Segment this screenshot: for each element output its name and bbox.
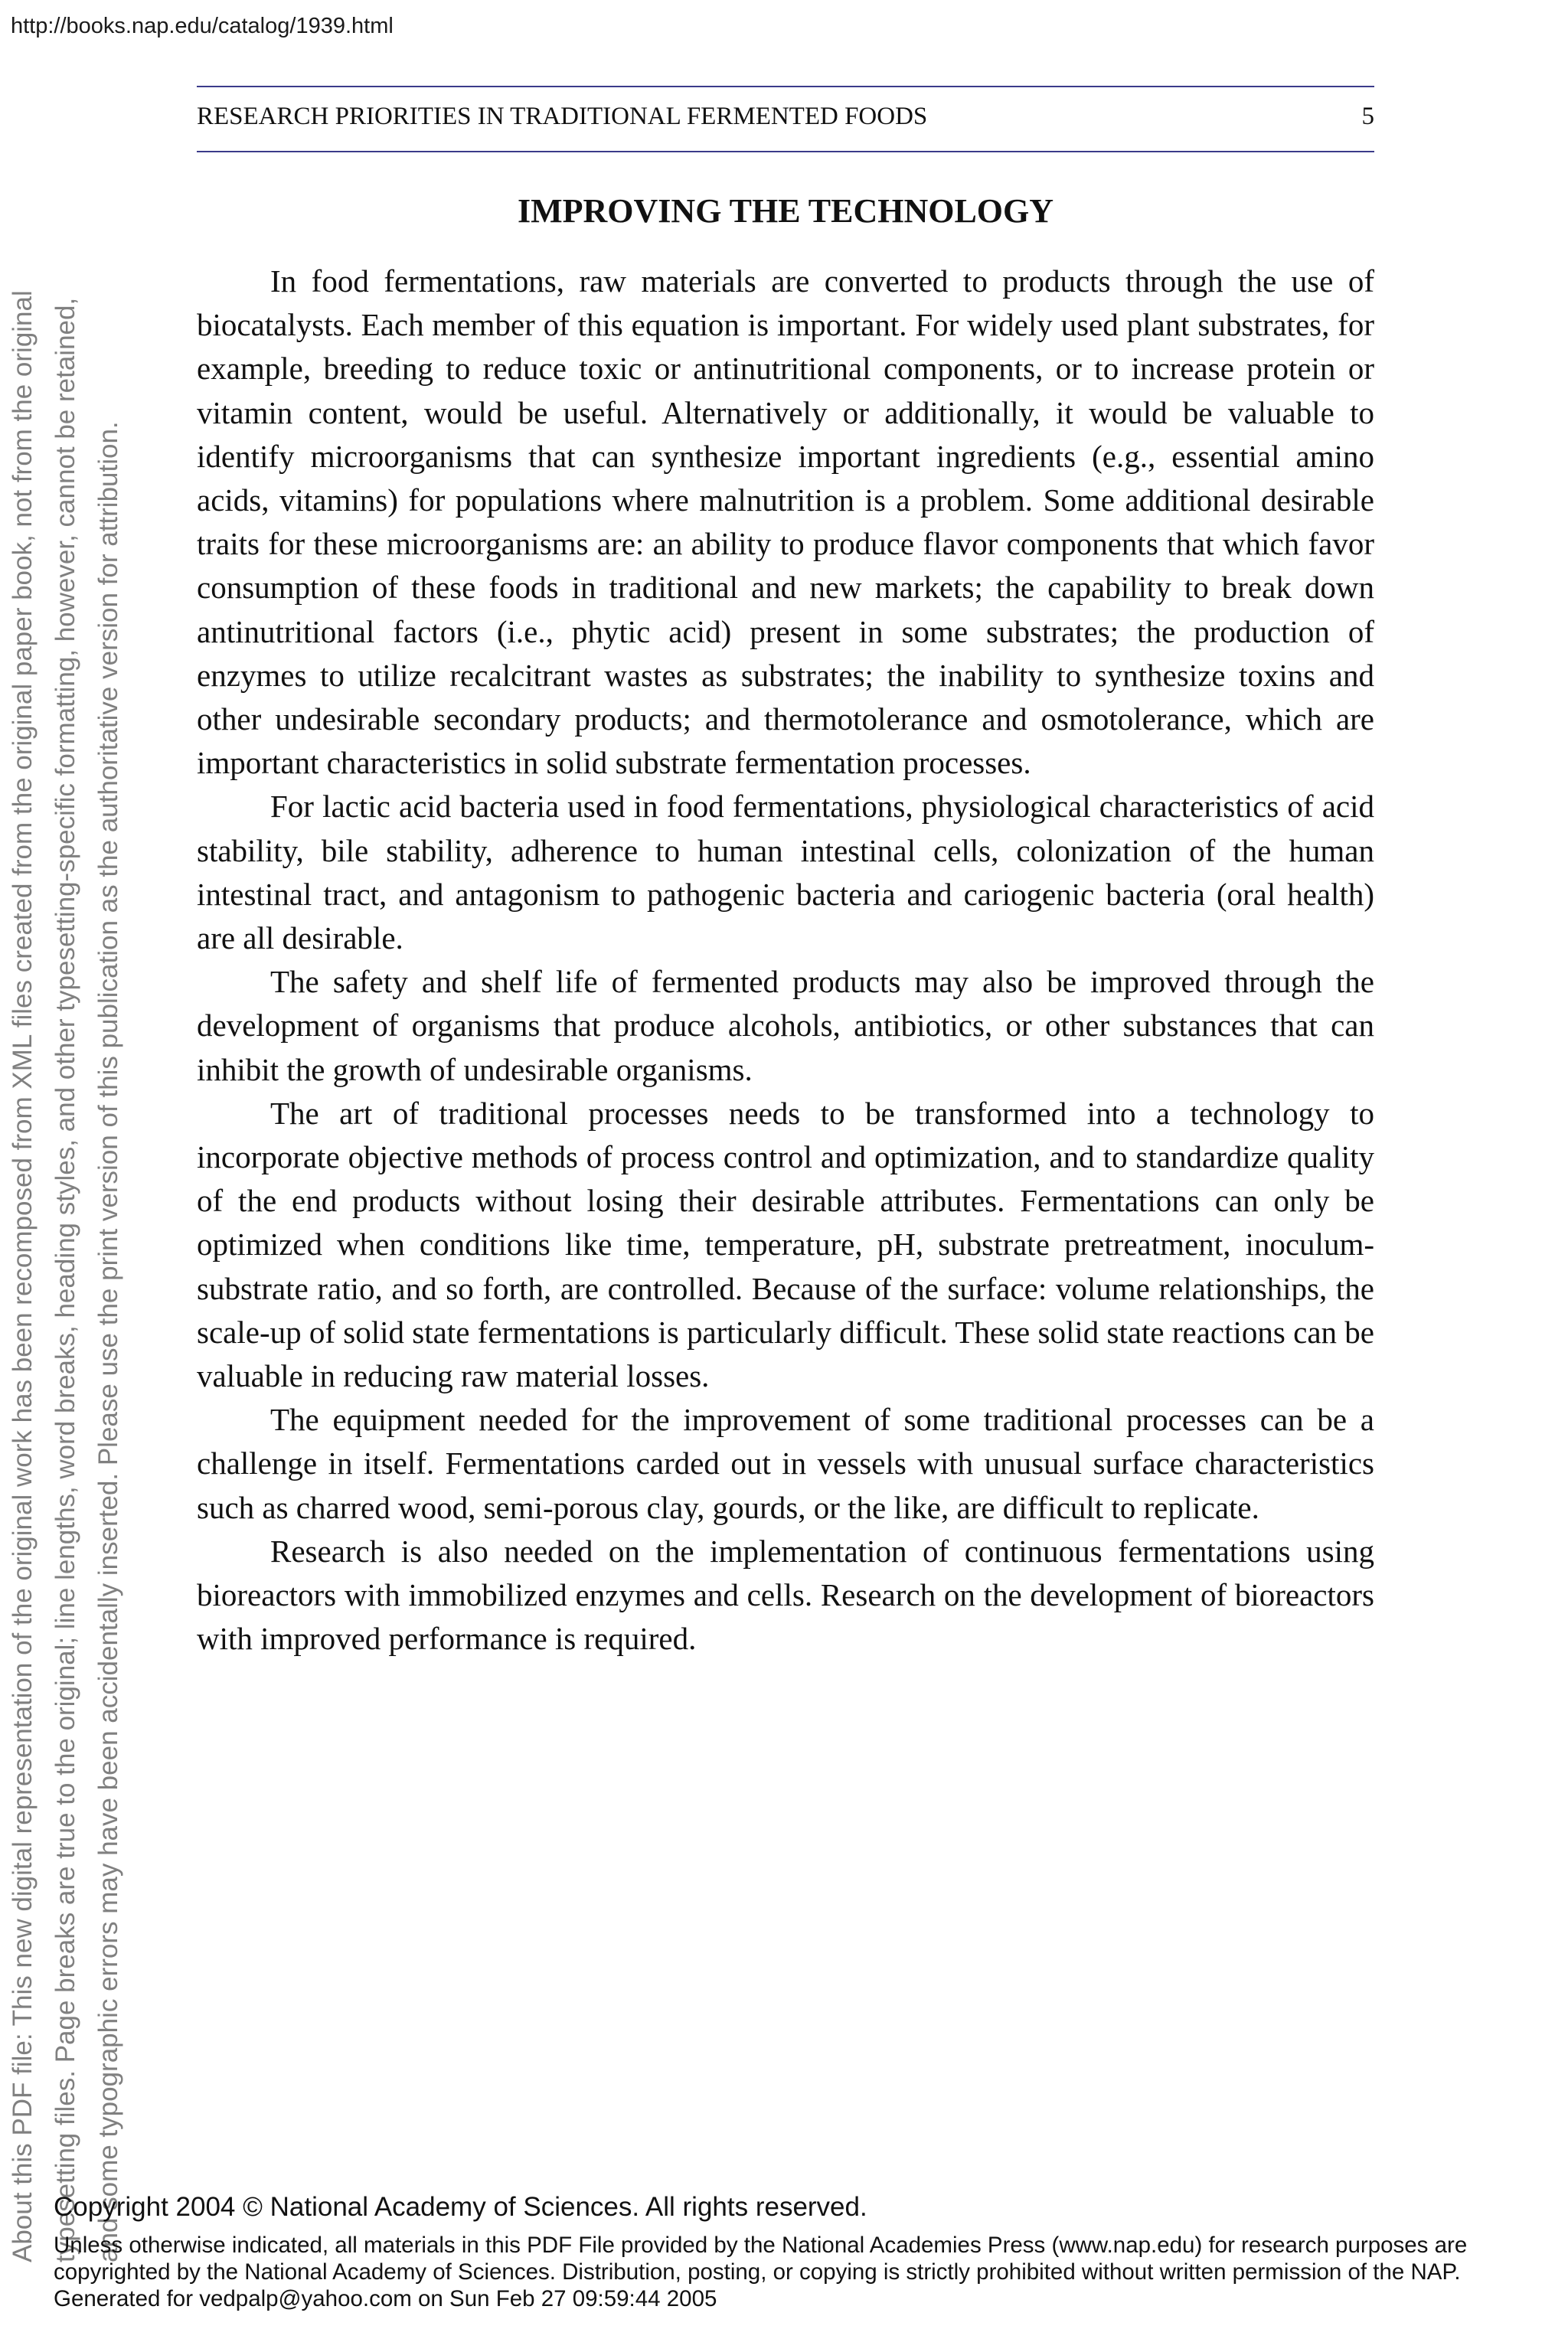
header-rule-bottom	[197, 151, 1374, 152]
running-head	[197, 103, 1374, 131]
paragraph: The safety and shelf life of fermented products may also be improved through the development of organisms that produce alcohols, antibiotics, or other substances that can inhibit the growth of undesirable organisms.	[197, 964, 1374, 1087]
paragraph: The equipment needed for the improvement of some traditional processes can be a challenge in itself. Fermentations carded out in vessels with unusual surface characteristics such as charred wood, semi-porous clay, gourds, or the like, are difficult to replicate.	[197, 1402, 1374, 1525]
header-rule-top	[197, 86, 1374, 87]
page-number: 5	[1361, 103, 1374, 130]
section-title: IMPROVING THE TECHNOLOGY	[517, 192, 1054, 230]
generated-for: Generated for vedpalp@yahoo.com on Sun Feb 27 09:59:44 2005	[54, 2286, 717, 2311]
disclaimer-line: About this PDF file: This new digital representation of the original work has been recomposed from XML files created from the original paper book, not from the original	[8, 290, 38, 2262]
page-footer	[54, 2188, 1554, 2312]
paragraph: In food fermentations, raw materials are converted to products through the use of biocatalysts. Each member of this equation is important. For widely used plant substrates, for example, breeding to reduce toxic or antinutritional components, or to increase protein or vitamin content, would be useful. Alternatively or additionally, it would be valuable to identify microorganisms that can synthesize important ingredients (e.g., essential amino acids, vitamins) for populations where malnutrition is a problem. Some additional desirable traits for these microorganisms are: an ability to produce flavor components that which favor consumption of these foods in traditional and new markets; the capability to break down antinutritional factors (i.e., phytic acid) present in some substrates; the production of enzymes to utilize recalcitrant wastes as substrates; the inability to synthesize toxins and other undesirable secondary products; and thermotolerance and osmotolerance, which are important characteristics in solid substrate fermentation processes.	[197, 263, 1374, 781]
copyright-notice: Copyright 2004 © National Academy of Sciences. All rights reserved.	[54, 2192, 867, 2222]
paragraph: The art of traditional processes needs to be transformed into a technology to incorporate objective methods of process control and optimization, and to standardize quality of the end products without losing their desirable attributes. Fermentations can only be optimized when conditions like time, temperature, pH, substrate pretreatment, inoculum-substrate ratio, and so forth, are controlled. Because of the surface: volume relationships, the scale-up of solid state fermentations is particularly difficult. These solid state reactions can be valuable in reducing raw material losses.	[197, 1095, 1374, 1394]
disclaimer-line: typesetting files. Page breaks are true to the original; line lengths, word breaks, heading styles, and other typesetting-specific formatting, however, cannot be retained,	[51, 297, 80, 2262]
pdf-disclaimer-vertical	[2, 42, 155, 2262]
paragraph: For lactic acid bacteria used in food fermentations, physiological characteristics of acid stability, bile stability, adherence to human intestinal cells, colonization of the human intestinal tract, and antagonism to pathogenic bacteria and cariogenic bacteria (oral health) are all desirable.	[197, 789, 1374, 956]
running-head-title: RESEARCH PRIORITIES IN TRADITIONAL FERMENTED FOODS	[197, 103, 928, 130]
disclaimer-line: and some typographic errors may have been accidentally inserted. Please use the print version of this publication as the authoritative version for attribution.	[93, 421, 123, 2262]
source-url-link[interactable]: http://books.nap.edu/catalog/1939.html	[11, 14, 394, 38]
usage-terms: Unless otherwise indicated, all materials in this PDF File provided by the National Academies Press (www.nap.edu) for research purposes are copyrighted by the National Academy of Sciences. Distribution, posting, or copying is strictly prohibited without written permission of the NAP.	[54, 2233, 1468, 2285]
paragraph: Research is also needed on the implementation of continuous fermentations using bioreactors with immobilized enzymes and cells. Research on the development of bioreactors with improved performance is required.	[197, 1533, 1374, 1657]
body-text	[197, 260, 1374, 1661]
